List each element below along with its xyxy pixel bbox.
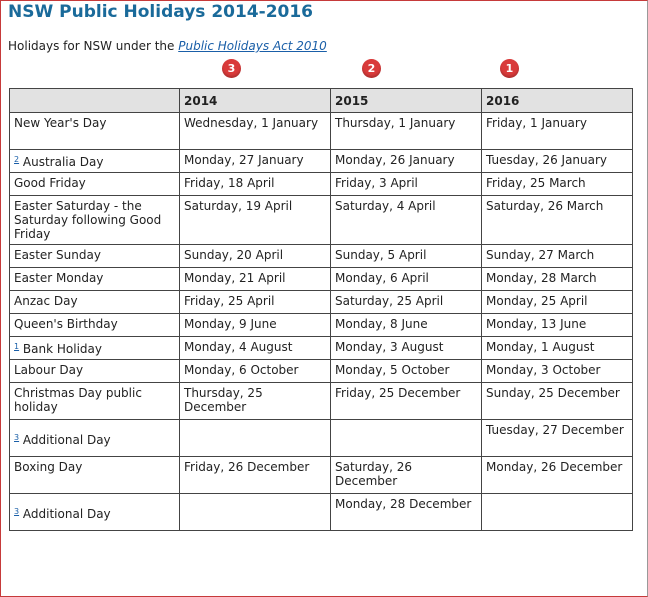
table-row (10, 314, 633, 337)
holiday-name-cell (10, 314, 180, 337)
page-title: NSW Public Holidays 2014-2016 (8, 2, 314, 22)
date-cell-2014: Friday, 26 December (180, 457, 331, 494)
date-cell-2015: Friday, 3 April (331, 173, 482, 196)
table-row (10, 337, 633, 360)
holiday-name: Easter Sunday (14, 248, 101, 262)
table-row (10, 291, 633, 314)
table-row (10, 245, 633, 268)
footnote-link[interactable]: 2 (14, 155, 20, 164)
date-cell-2016: Sunday, 27 March (482, 245, 633, 268)
holiday-name: Queen's Birthday (14, 317, 118, 331)
header-holiday (10, 89, 180, 113)
holiday-name: Good Friday (14, 176, 86, 190)
header-2014: 2014 (180, 89, 331, 113)
date-cell-2014: Thursday, 25 December (180, 383, 331, 420)
date-cell-2016: Monday, 25 April (482, 291, 633, 314)
holiday-name-cell (10, 457, 180, 494)
date-cell-2014: Friday, 25 April (180, 291, 331, 314)
header-2015: 2015 (331, 89, 482, 113)
holiday-name: Australia Day (19, 155, 104, 169)
date-cell-2014 (180, 494, 331, 531)
date-cell-2014: Monday, 4 August (180, 337, 331, 360)
date-cell-2015: Monday, 8 June (331, 314, 482, 337)
date-cell-2014: Monday, 27 January (180, 150, 331, 173)
date-cell-2014: Monday, 21 April (180, 268, 331, 291)
holidays-table (9, 88, 633, 531)
holiday-name-cell (10, 113, 180, 150)
holiday-name: New Year's Day (14, 116, 107, 130)
date-cell-2014 (180, 420, 331, 457)
date-cell-2016: Monday, 28 March (482, 268, 633, 291)
date-cell-2015: Monday, 3 August (331, 337, 482, 360)
header-2016: 2016 (482, 89, 633, 113)
date-cell-2016: Monday, 3 October (482, 360, 633, 383)
holiday-name: Easter Monday (14, 271, 104, 285)
annotation-badge-1: 1 (500, 59, 519, 78)
date-cell-2015: Saturday, 26 December (331, 457, 482, 494)
date-cell-2014: Sunday, 20 April (180, 245, 331, 268)
holiday-name: Labour Day (14, 363, 84, 377)
date-cell-2014: Monday, 9 June (180, 314, 331, 337)
table-row (10, 173, 633, 196)
holiday-name-cell (10, 360, 180, 383)
date-cell-2014: Saturday, 19 April (180, 196, 331, 245)
table-row (10, 113, 633, 150)
date-cell-2016: Friday, 1 January (482, 113, 633, 150)
table-header-row (10, 89, 633, 113)
holiday-name: Easter Saturday - the Saturday following Good Friday (14, 199, 162, 241)
footnote-link[interactable]: 1 (14, 342, 20, 351)
date-cell-2016: Monday, 13 June (482, 314, 633, 337)
table-row (10, 457, 633, 494)
table-row (10, 150, 633, 173)
holiday-name-cell (10, 337, 180, 360)
holiday-name-cell (10, 173, 180, 196)
intro-text: Holidays for NSW under the (8, 39, 179, 53)
intro-paragraph (8, 39, 327, 53)
annotation-badge-2: 2 (362, 59, 381, 78)
date-cell-2015: Monday, 26 January (331, 150, 482, 173)
date-cell-2015: Sunday, 5 April (331, 245, 482, 268)
public-holidays-act-link[interactable]: Public Holidays Act 2010 (178, 39, 327, 53)
date-cell-2015: Monday, 6 April (331, 268, 482, 291)
date-cell-2015 (331, 420, 482, 457)
date-cell-2015: Thursday, 1 January (331, 113, 482, 150)
date-cell-2016: Monday, 1 August (482, 337, 633, 360)
holiday-name-cell (10, 420, 180, 457)
holiday-name-cell (10, 291, 180, 314)
date-cell-2016: Saturday, 26 March (482, 196, 633, 245)
annotation-badge-3: 3 (222, 59, 241, 78)
date-cell-2014: Wednesday, 1 January (180, 113, 331, 150)
date-cell-2016: Sunday, 25 December (482, 383, 633, 420)
footnote-link[interactable]: 3 (14, 432, 20, 442)
table-row (10, 383, 633, 420)
holiday-name: Boxing Day (14, 460, 83, 474)
holiday-name-cell (10, 150, 180, 173)
holiday-name: Christmas Day public holiday (14, 386, 142, 414)
date-cell-2015: Monday, 28 December (331, 494, 482, 531)
holiday-name: Bank Holiday (19, 342, 102, 356)
date-cell-2015: Monday, 5 October (331, 360, 482, 383)
holiday-name: Additional Day (19, 432, 111, 447)
footnote-link[interactable]: 3 (14, 506, 20, 516)
holiday-name-cell (10, 245, 180, 268)
table-row (10, 196, 633, 245)
date-cell-2014: Monday, 6 October (180, 360, 331, 383)
table-row (10, 360, 633, 383)
holiday-name: Anzac Day (14, 294, 78, 308)
date-cell-2016 (482, 494, 633, 531)
date-cell-2016: Tuesday, 27 December (482, 420, 633, 457)
date-cell-2014: Friday, 18 April (180, 173, 331, 196)
table-row (10, 268, 633, 291)
holiday-name-cell (10, 268, 180, 291)
holiday-name-cell (10, 196, 180, 245)
table-row (10, 494, 633, 531)
date-cell-2015: Friday, 25 December (331, 383, 482, 420)
date-cell-2016: Tuesday, 26 January (482, 150, 633, 173)
date-cell-2016: Monday, 26 December (482, 457, 633, 494)
date-cell-2015: Saturday, 4 April (331, 196, 482, 245)
holiday-name-cell (10, 383, 180, 420)
date-cell-2015: Saturday, 25 April (331, 291, 482, 314)
holiday-name-cell (10, 494, 180, 531)
holiday-name: Additional Day (19, 506, 111, 521)
table-row (10, 420, 633, 457)
date-cell-2016: Friday, 25 March (482, 173, 633, 196)
